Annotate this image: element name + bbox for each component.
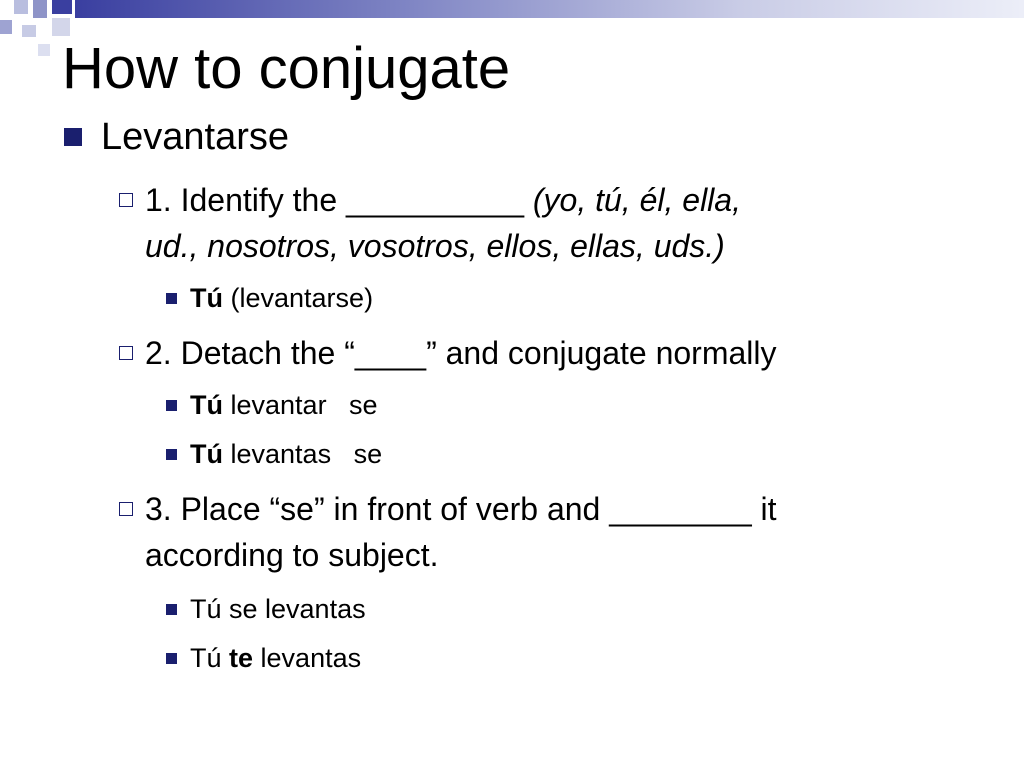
step1-line1 <box>145 178 741 222</box>
step3-line2: according to subject. <box>145 537 439 573</box>
square-bullet-icon <box>166 604 177 615</box>
step3-sub1: Tú se levantas <box>190 594 366 624</box>
reflexive-pronoun: te <box>229 643 254 673</box>
sub-text: (levantarse) <box>223 283 374 313</box>
hollow-square-bullet-icon <box>119 193 133 207</box>
decor-square <box>33 0 47 18</box>
sub-text: levantas <box>253 643 362 673</box>
decor-square <box>52 0 72 14</box>
slide-title: How to conjugate <box>62 36 511 101</box>
square-bullet-icon <box>166 449 177 460</box>
square-bullet-icon <box>166 400 177 411</box>
step2-sub2 <box>190 437 382 471</box>
hollow-square-bullet-icon <box>119 502 133 516</box>
step2-sub1 <box>190 388 378 422</box>
sub-text: levantas se <box>223 439 383 469</box>
decor-square <box>14 0 28 14</box>
square-bullet-icon <box>166 653 177 664</box>
decor-square <box>22 25 36 37</box>
decor-square <box>38 44 50 56</box>
sub-text: Tú <box>190 643 230 673</box>
square-bullet-icon <box>166 293 177 304</box>
hollow-square-bullet-icon <box>119 346 133 360</box>
step1-italic: (yo, tú, él, ella, <box>532 182 741 218</box>
step3-line1: 3. Place “se” in front of verb and ________ it <box>145 491 777 527</box>
step1-sub1 <box>190 281 373 315</box>
heading-levantarse: Levantarse <box>101 116 290 158</box>
pronoun: Tú <box>190 439 223 469</box>
step1-plain: 1. Identify the __________ <box>145 182 533 218</box>
sub-text: levantar se <box>223 390 378 420</box>
step2-line1: 2. Detach the “____” and conjugate normally <box>145 335 777 371</box>
step3-sub2 <box>190 641 361 675</box>
pronoun: Tú <box>190 390 223 420</box>
header-gradient-bar <box>75 0 1024 18</box>
pronoun: Tú <box>190 283 223 313</box>
step1-line2: ud., nosotros, vosotros, ellos, ellas, uds.) <box>145 228 725 264</box>
decor-square <box>0 20 12 34</box>
square-bullet-icon <box>64 128 82 146</box>
